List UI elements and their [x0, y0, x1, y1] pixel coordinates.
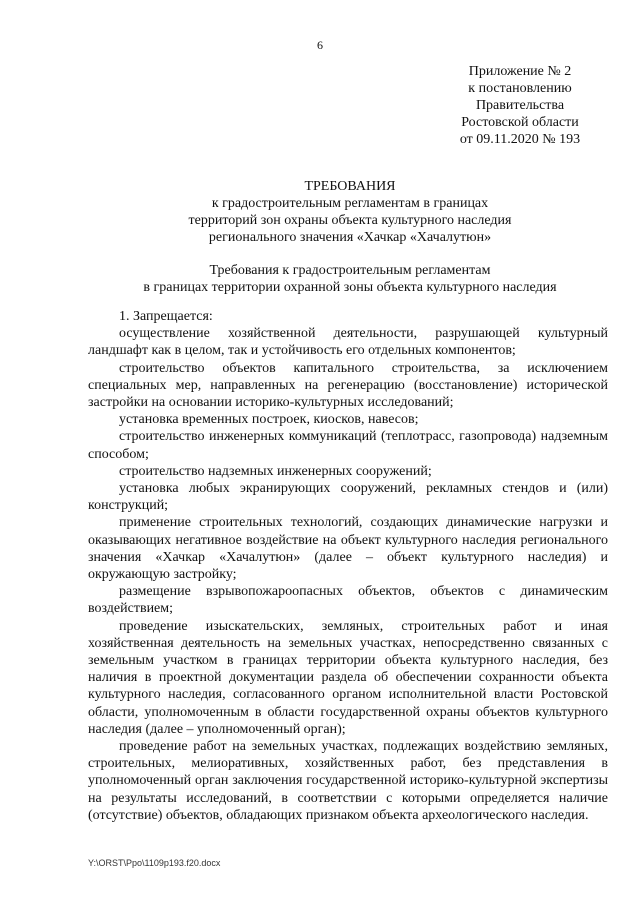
title-line: регионального значения «Хачкар «Хачалутюн» — [208, 230, 492, 245]
paragraph: строительство инженерных коммуникаций (теплотрасс, газопровода) надземным способом; — [88, 429, 608, 462]
title-heading: ТРЕБОВАНИЯ — [304, 179, 396, 194]
subtitle-line: в границах территории охранной зоны объекта культурного наследия — [143, 280, 557, 295]
appendix-line: Ростовской области — [461, 115, 579, 130]
section-subtitle — [60, 262, 640, 296]
appendix-header — [440, 63, 600, 148]
paragraph-prohibited-heading: 1. Запрещается: — [119, 309, 213, 324]
title-line: территорий зон охраны объекта культурного наследия — [188, 213, 512, 228]
paragraph: строительство надземных инженерных сооружений; — [119, 463, 432, 479]
document-title — [60, 178, 640, 246]
subtitle-line: Требования к градостроительным регламентам — [209, 263, 491, 278]
paragraph: проведение изыскательских, земляных, строительных работ и иная хозяйственная деятельность на земельных участках, непосредственно связанных с земельным участком в границах территории объекта культурного наследия, без наличия в проектной документации раздела об обеспечении сохранности объекта культурного наследия, согласованного органом исполнительной власти Ростовской области, уполномоченным в области государственной охраны объектов культурного наследия (далее – уполномоченный орган); — [88, 618, 608, 737]
appendix-line: к постановлению — [468, 81, 572, 96]
paragraph: применение строительных технологий, создающих динамические нагрузки и оказывающих негативное воздействие на объект культурного наследия регионального значения «Хачкар «Хачалутюн» (далее – объект культурного наследия) и окружающую застройку; — [88, 515, 608, 583]
appendix-line: Приложение № 2 — [468, 64, 572, 79]
title-line: к градостроительным регламентам в границах — [211, 196, 489, 211]
paragraph: строительство объектов капитального строительства, за исключением специальных мер, направленных на регенерацию (восстановление) исторической застройки на основании историко-культурных исследований; — [88, 360, 608, 411]
paragraph: проведение работ на земельных участках, подлежащих воздействию земляных, строительных, мелиоративных, хозяйственных работ, без представления в уполномоченный орган заключения государственной историко-культурной экспертизы на результаты исследований, в соответствии с которыми определяется наличие (отсутствие) объектов, обладающих признаком объекта археологического наследия. — [88, 739, 608, 823]
appendix-line: Правительства — [475, 98, 565, 113]
body-text — [88, 308, 608, 824]
paragraph: установка любых экранирующих сооружений, рекламных стендов и (или) конструкций; — [88, 481, 608, 514]
page-number: 6 — [317, 38, 323, 52]
paragraph: осуществление хозяйственной деятельности, разрушающей культурный ландшафт как в целом, так и устойчивость его отдельных компонентов; — [88, 326, 608, 359]
paragraph: установка временных построек, киосков, навесов; — [119, 412, 419, 428]
appendix-line: от 09.11.2020 № 193 — [459, 132, 581, 147]
paragraph: размещение взрывопожароопасных объектов, объектов с динамическим воздействием; — [88, 584, 608, 617]
footer-file-path: Y:\ORST\Ppo\1109p193.f20.docx — [88, 858, 221, 868]
